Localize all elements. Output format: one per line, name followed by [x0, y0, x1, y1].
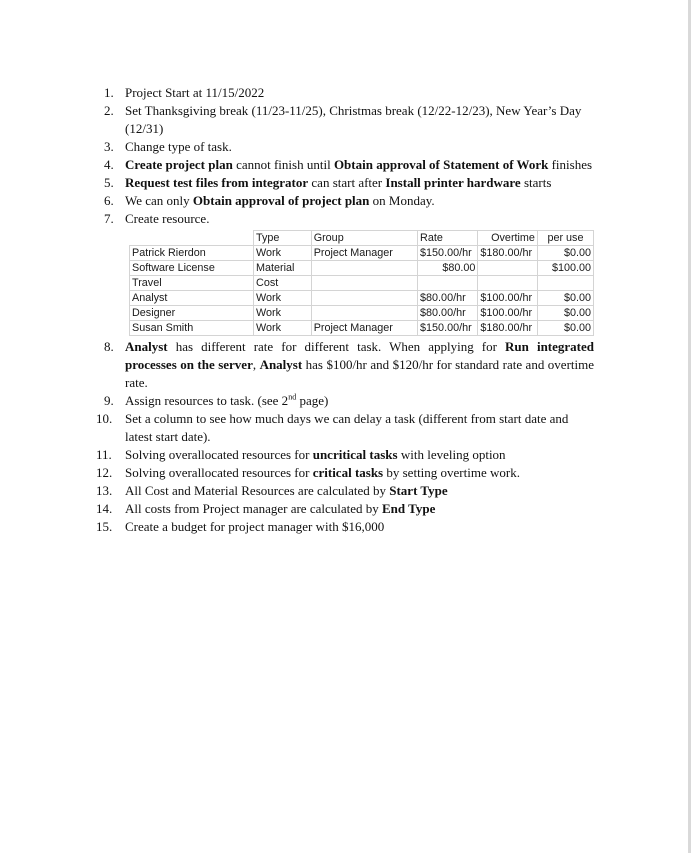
text-run: All costs from Project manager are calculated by [125, 501, 383, 516]
item-number: 2. [104, 103, 114, 118]
bold-task-name: Obtain approval of project plan [192, 193, 370, 208]
list-item-6 [104, 192, 594, 210]
cell-rate: $150.00/hr [418, 246, 478, 261]
bold-keyword: critical tasks [312, 465, 384, 480]
table-header-row [130, 231, 594, 246]
cell-overtime: $180.00/hr [478, 246, 538, 261]
list-item-7 [104, 210, 594, 228]
item-text [125, 174, 594, 192]
item-text [125, 338, 594, 392]
item-number: 13. [96, 483, 113, 498]
cell-name: Designer [130, 306, 254, 321]
header-rate: Rate [418, 231, 478, 246]
cell-group [311, 261, 417, 276]
item-text: Create a budget for project manager with $16,000 [125, 519, 385, 534]
item-text [125, 446, 594, 464]
text-run: page) [296, 393, 329, 408]
text-run: cannot finish until [232, 157, 334, 172]
text-run: finishes [548, 157, 593, 172]
list-item-15 [96, 518, 594, 536]
bold-resource-name: Analyst [125, 339, 168, 354]
bold-keyword: uncritical tasks [312, 447, 398, 462]
bold-task-name: Run integrated processes on the server [125, 339, 594, 372]
cell-group [311, 306, 417, 321]
cell-group [311, 276, 417, 291]
list-item-2 [104, 102, 594, 138]
cell-group [311, 291, 417, 306]
header-group: Group [311, 231, 417, 246]
item-number: 15. [96, 519, 113, 534]
item-text [125, 192, 594, 210]
item-text [125, 156, 594, 174]
bold-task-name: Create project plan [125, 157, 233, 172]
text-run: with leveling option [397, 447, 506, 462]
text-run: , [252, 357, 260, 372]
list-item-5 [104, 174, 594, 192]
item-number: 4. [104, 157, 114, 172]
cell-rate: $80.00/hr [418, 291, 478, 306]
item-text [125, 464, 594, 482]
cell-per-use: $0.00 [537, 306, 593, 321]
item-number: 11. [96, 447, 112, 462]
list-item-8 [104, 338, 594, 392]
item-text: Set Thanksgiving break (11/23-11/25), Christmas break (12/22-12/23), New Year’s Day (12/31) [125, 103, 582, 136]
table-row [130, 306, 594, 321]
item-text [125, 482, 594, 500]
bold-keyword: Start Type [389, 483, 448, 498]
cell-name: Analyst [130, 291, 254, 306]
cell-per-use: $100.00 [537, 261, 593, 276]
bold-task-name: Request test files from integrator [125, 175, 309, 190]
cell-type: Cost [254, 276, 312, 291]
table-row [130, 276, 594, 291]
list-item-1 [104, 84, 594, 102]
bold-keyword: End Type [382, 501, 436, 516]
list-item-4 [104, 156, 594, 174]
cell-overtime: $180.00/hr [478, 321, 538, 336]
text-run: can start after [308, 175, 386, 190]
cell-per-use: $0.00 [537, 291, 593, 306]
superscript: nd [288, 392, 297, 402]
item-number: 8. [104, 339, 114, 354]
cell-type: Work [254, 246, 312, 261]
cell-type: Work [254, 321, 312, 336]
item-number: 14. [96, 501, 113, 516]
list-item-12 [96, 464, 594, 482]
item-number: 5. [104, 175, 114, 190]
text-run: on Monday. [369, 193, 435, 208]
item-text: Change type of task. [125, 139, 232, 154]
cell-group: Project Manager [311, 246, 417, 261]
text-run: Assign resources to task. (see 2 [125, 393, 289, 408]
item-number: 1. [104, 85, 114, 100]
cell-name: Software License [130, 261, 254, 276]
text-run: has different rate for different task. When applying for [167, 339, 506, 354]
item-text: Set a column to see how much days we can delay a task (different from start date and latest start date). [125, 411, 569, 444]
text-run: by setting overtime work. [383, 465, 520, 480]
header-type: Type [254, 231, 312, 246]
text-run: starts [520, 175, 552, 190]
cell-rate: $150.00/hr [418, 321, 478, 336]
bold-task-name: Obtain approval of Statement of Work [333, 157, 549, 172]
list-item-11 [96, 446, 594, 464]
list-item-9 [104, 392, 594, 410]
text-run: Solving overallocated resources for [125, 447, 313, 462]
cell-rate: $80.00 [418, 261, 478, 276]
item-text [125, 500, 594, 518]
item-number: 9. [104, 393, 114, 408]
cell-name: Susan Smith [130, 321, 254, 336]
document-body [96, 84, 594, 536]
cell-per-use: $0.00 [537, 246, 593, 261]
header-per-use: per use [537, 231, 593, 246]
cell-type: Work [254, 306, 312, 321]
table-row [130, 246, 594, 261]
cell-type: Work [254, 291, 312, 306]
resource-table [129, 230, 594, 336]
item-text [125, 392, 594, 410]
cell-rate [418, 276, 478, 291]
item-number: 12. [96, 465, 113, 480]
list-item-10 [96, 410, 594, 446]
text-run: We can only [125, 193, 193, 208]
item-text: Project Start at 11/15/2022 [125, 85, 265, 100]
list-item-14 [96, 500, 594, 518]
table-row [130, 321, 594, 336]
cell-overtime: $100.00/hr [478, 306, 538, 321]
cell-overtime [478, 261, 538, 276]
text-run: Solving overallocated resources for [125, 465, 313, 480]
resource-table-wrap [129, 230, 594, 336]
cell-per-use [537, 276, 593, 291]
table-row [130, 291, 594, 306]
text-run: All Cost and Material Resources are calculated by [125, 483, 390, 498]
item-number: 10. [96, 411, 113, 426]
item-number: 7. [104, 211, 114, 226]
cell-name: Travel [130, 276, 254, 291]
list-item-13 [96, 482, 594, 500]
cell-rate: $80.00/hr [418, 306, 478, 321]
bold-resource-name: Analyst [259, 357, 303, 372]
list-item-3 [104, 138, 594, 156]
bold-task-name: Install printer hardware [385, 175, 521, 190]
cell-per-use: $0.00 [537, 321, 593, 336]
item-number: 3. [104, 139, 114, 154]
text-run: has $100/hr and $120/hr for standard rate and overtime rate. [125, 357, 594, 390]
item-text: Create resource. [125, 211, 210, 226]
cell-name: Patrick Rierdon [130, 246, 254, 261]
cell-type: Material [254, 261, 312, 276]
cell-overtime: $100.00/hr [478, 291, 538, 306]
table-row [130, 261, 594, 276]
header-blank-cell [130, 231, 254, 246]
header-overtime: Overtime [478, 231, 538, 246]
cell-overtime [478, 276, 538, 291]
item-number: 6. [104, 193, 114, 208]
cell-group: Project Manager [311, 321, 417, 336]
